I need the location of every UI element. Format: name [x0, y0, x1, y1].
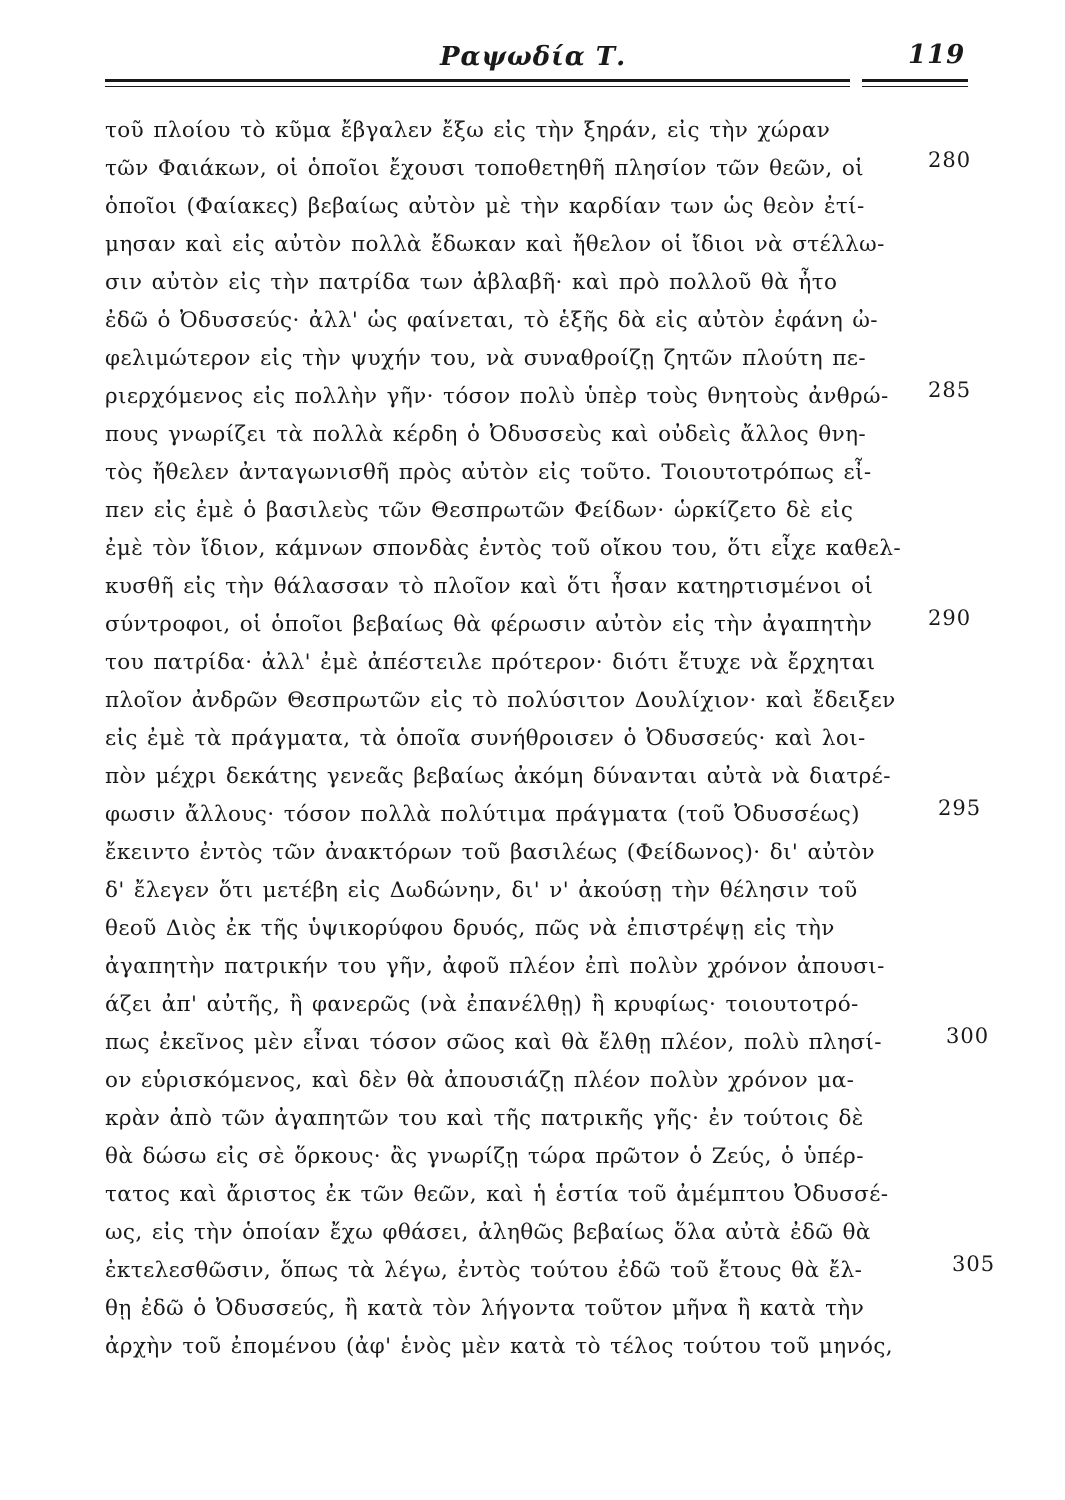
header-rule-left: [105, 79, 850, 82]
text-line: πεν εἰς ἐμὲ ὁ βασιλεὺς τῶν Θεσπρωτῶν Φείδων· ὡρκίζετο δὲ εἰς: [105, 498, 854, 523]
text-line: του πατρίδα· ἀλλ' ἐμὲ ἀπέστειλε πρότερον· διότι ἔτυχε νὰ ἔρχηται: [105, 650, 876, 675]
text-line: τοῦ πλοίου τὸ κῦμα ἔβγαλεν ἔξω εἰς τὴν ξηράν, εἰς τὴν χώραν: [105, 118, 831, 143]
text-line: θῃ ἐδῶ ὁ Ὀδυσσεύς, ἢ κατὰ τὸν λήγοντα τοῦτον μῆνα ἢ κατὰ τὴν: [105, 1296, 865, 1321]
text-line: ἔκειντο ἐντὸς τῶν ἀνακτόρων τοῦ βασιλέως (Φείδωνος)· δι' αὐτὸν: [105, 840, 875, 865]
text-line: τῶν Φαιάκων, οἱ ὁποῖοι ἔχουσι τοποθετηθῆ πλησίον τῶν θεῶν, οἱ: [105, 156, 864, 181]
text-line: φωσιν ἄλλους· τόσον πολλὰ πολύτιμα πράγματα (τοῦ Ὀδυσσέως): [105, 802, 860, 827]
line-number-295: 295: [938, 796, 982, 820]
text-line: ως, εἰς τὴν ὁποίαν ἔχω φθάσει, ἀληθῶς βεβαίως ὅλα αὐτὰ ἐδῶ θὰ: [105, 1220, 871, 1245]
line-number-280: 280: [928, 148, 972, 172]
text-line: ἀγαπητὴν πατρικήν του γῆν, ἀφοῦ πλέον ἐπὶ πολὺν χρόνον ἀπουσι-: [105, 954, 885, 979]
header-rule-left-thin: [105, 86, 850, 87]
text-line: ἐμὲ τὸν ἴδιον, κάμνων σπονδὰς ἐντὸς τοῦ οἴκου του, ὅτι εἶχε καθελ-: [105, 536, 902, 561]
text-line: εἰς ἐμὲ τὰ πράγματα, τὰ ὁποῖα συνήθροισεν ὁ Ὀδυσσεύς· καὶ λοι-: [105, 726, 866, 751]
text-line: τὸς ἤθελεν ἀνταγωνισθῆ πρὸς αὐτὸν εἰς τοῦτο. Τοιουτοτρόπως εἶ-: [105, 460, 872, 485]
text-line: πους γνωρίζει τὰ πολλὰ κέρδη ὁ Ὀδυσσεὺς καὶ οὐδεὶς ἄλλος θνη-: [105, 422, 867, 447]
text-line: πλοῖον ἀνδρῶν Θεσπρωτῶν εἰς τὸ πολύσιτον Δουλίχιον· καὶ ἔδειξεν: [105, 688, 896, 713]
text-line: σιν αὐτὸν εἰς τὴν πατρίδα των ἀβλαβῆ· καὶ πρὸ πολλοῦ θὰ ἦτο: [105, 270, 838, 295]
text-line: κυσθῆ εἰς τὴν θάλασσαν τὸ πλοῖον καὶ ὅτι ἦσαν κατηρτισμένοι οἱ: [105, 574, 874, 599]
text-line: θὰ δώσω εἰς σὲ ὅρκους· ἂς γνωρίζῃ τώρα πρῶτον ὁ Ζεύς, ὁ ὑπέρ-: [105, 1144, 864, 1169]
text-line: σύντροφοι, οἱ ὁποῖοι βεβαίως θὰ φέρωσιν αὐτὸν εἰς τὴν ἀγαπητὴν: [105, 612, 873, 637]
header-rule-right-thin: [862, 86, 968, 87]
text-line: ον εὑρισκόμενος, καὶ δὲν θὰ ἀπουσιάζῃ πλέον πολὺν χρόνον μα-: [105, 1068, 855, 1093]
running-title: Ραψωδία Τ.: [440, 42, 627, 72]
text-line: άζει ἀπ' αὐτῆς, ἢ φανερῶς (νὰ ἐπανέλθῃ) ἢ κρυφίως· τοιουτοτρό-: [105, 992, 859, 1017]
page-number: 119: [908, 40, 966, 70]
text-line: ἀρχὴν τοῦ ἐπομένου (ἀφ' ἑνὸς μὲν κατὰ τὸ τέλος τούτου τοῦ μηνός,: [105, 1334, 893, 1359]
body-text: [105, 112, 910, 1366]
header-rule-right: [862, 79, 968, 82]
text-line: ριερχόμενος εἰς πολλὴν γῆν· τόσον πολὺ ὑπὲρ τοὺς θνητοὺς ἀνθρώ-: [105, 384, 889, 409]
text-line: κρὰν ἀπὸ τῶν ἀγαπητῶν του καὶ τῆς πατρικῆς γῆς· ἐν τούτοις δὲ: [105, 1106, 864, 1131]
line-number-300: 300: [946, 1024, 990, 1048]
text-line: φελιμώτερον εἰς τὴν ψυχήν του, νὰ συναθροίζῃ ζητῶν πλούτη πε-: [105, 346, 866, 371]
text-line: θεοῦ Διὸς ἐκ τῆς ὑψικορύφου δρυός, πῶς νὰ ἐπιστρέψῃ εἰς τὴν: [105, 916, 835, 941]
text-line: πως ἐκεῖνος μὲν εἶναι τόσον σῶος καὶ θὰ ἔλθῃ πλέον, πολὺ πλησί-: [105, 1030, 882, 1055]
text-line: τατος καὶ ἄριστος ἐκ τῶν θεῶν, καὶ ἡ ἑστία τοῦ ἀμέμπτου Ὀδυσσέ-: [105, 1182, 889, 1207]
line-number-290: 290: [928, 606, 972, 630]
text-line: δ' ἔλεγεν ὅτι μετέβη εἰς Δωδώνην, δι' ν' ἀκούσῃ τὴν θέλησιν τοῦ: [105, 878, 858, 903]
line-number-285: 285: [928, 378, 972, 402]
text-line: ἐκτελεσθῶσιν, ὅπως τὰ λέγω, ἐντὸς τούτου ἐδῶ τοῦ ἔτους θὰ ἔλ-: [105, 1258, 863, 1283]
text-line: ἐδῶ ὁ Ὀδυσσεύς· ἀλλ' ὡς φαίνεται, τὸ ἑξῆς δὰ εἰς αὐτὸν ἐφάνη ὠ-: [105, 308, 878, 333]
text-line: πὸν μέχρι δεκάτης γενεᾶς βεβαίως ἀκόμη δύνανται αὐτὰ νὰ διατρέ-: [105, 764, 891, 789]
text-line: μησαν καὶ εἰς αὐτὸν πολλὰ ἔδωκαν καὶ ἤθελον οἱ ἴδιοι νὰ στέλλω-: [105, 232, 885, 257]
text-line: ὁποῖοι (Φαίακες) βεβαίως αὐτὸν μὲ τὴν καρδίαν των ὡς θεὸν ἐτί-: [105, 194, 865, 219]
line-number-305: 305: [952, 1252, 996, 1276]
